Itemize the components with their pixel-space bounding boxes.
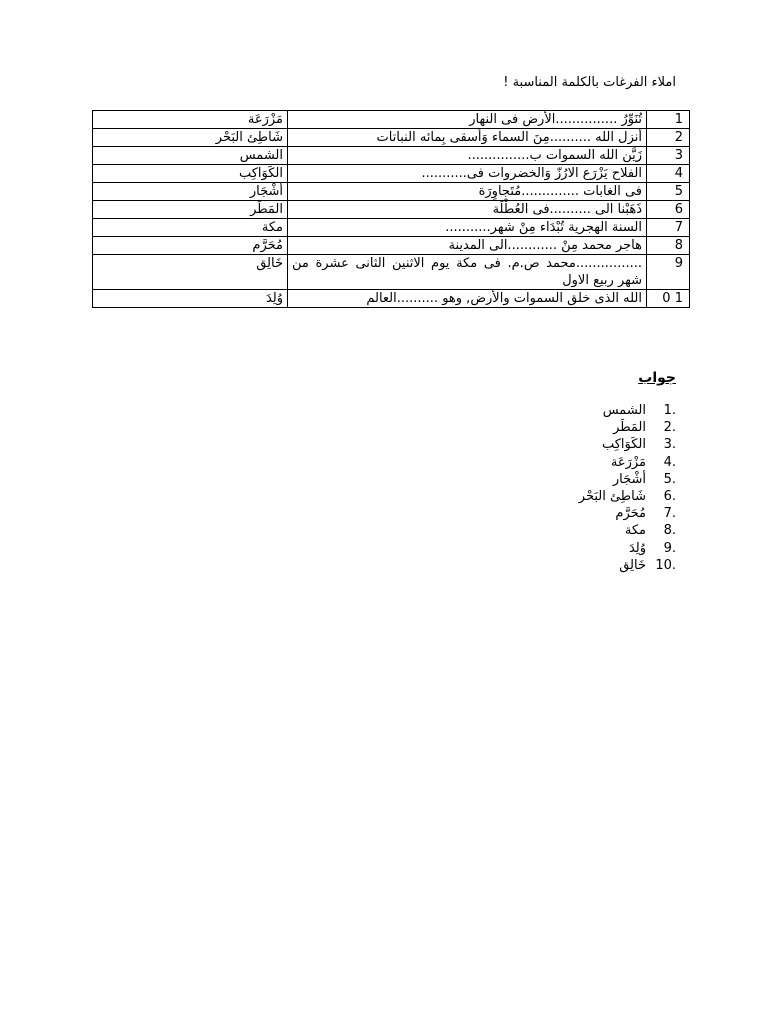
table-row [93, 129, 690, 147]
row-sentence: الله الذى خلق السموات والأرض, وهو ..........العالم [288, 290, 647, 308]
row-sentence: أنزل الله ..........مِنَ السماء وَأسقى بِمائه النباتات [288, 129, 647, 147]
row-word-option: الشمس [93, 147, 288, 165]
list-item [579, 505, 676, 522]
answer-word: مكة [624, 523, 646, 539]
answer-number: 1. [663, 403, 676, 418]
row-number: 1 0 [647, 290, 690, 308]
row-sentence: ................محمد ص.م. فى مكة يوم الاثنين الثانى عشرة من شهر ربيع الاول [288, 255, 647, 290]
row-number: 1 [647, 111, 690, 129]
table-row [93, 219, 690, 237]
answer-word: شَاطِئ البَحْر [578, 489, 646, 505]
row-word-option: المَطَر [93, 201, 288, 219]
row-number: 2 [647, 129, 690, 147]
row-number: 6 [647, 201, 690, 219]
row-word-option: شَاطِئ البَحْر [93, 129, 288, 147]
row-word-option: أشْجَار [93, 183, 288, 201]
table-row [93, 237, 690, 255]
answer-number: 9. [663, 540, 676, 556]
row-number: 4 [647, 165, 690, 183]
table-row [93, 183, 690, 201]
row-sentence: فى الغابات ..............مُتَجاوِرَة [288, 183, 647, 201]
answer-word: أشْجَار [612, 471, 646, 487]
exercise-instruction: املاء الفرغات بالكلمة المناسبة ! [503, 75, 676, 90]
answer-number: 2. [663, 420, 676, 436]
row-number: 8 [647, 237, 690, 255]
answer-number: 7. [663, 506, 676, 522]
row-word-option: مَزْرَعَة [93, 111, 288, 129]
answer-number: 6. [663, 489, 676, 505]
answer-number: 10. [655, 557, 676, 573]
list-item [579, 419, 676, 436]
list-item [579, 454, 676, 471]
answer-word: خَالِق [619, 557, 646, 573]
list-item [579, 557, 676, 574]
row-word-option: وُلِدَ [93, 290, 288, 308]
answer-number: 8. [663, 523, 676, 539]
table-row [93, 255, 690, 290]
row-sentence: السنة الهجرية تُبْدَاء مِنْ شهر........... [288, 219, 647, 237]
row-sentence: ذَهَبْنا الى ..........فى العُطْلَة [288, 201, 647, 219]
answer-word: الكَوَاكِب [601, 437, 646, 453]
row-number: 9 [647, 255, 690, 290]
row-word-option: مُحَرَّم [93, 237, 288, 255]
row-number: 7 [647, 219, 690, 237]
answers-heading: جواب [638, 370, 676, 386]
row-word-option: الكَوَاكِب [93, 165, 288, 183]
row-sentence: تُنَوِّرُ ...............الأرض فى النهار [288, 111, 647, 129]
list-item [579, 488, 676, 505]
row-number: 5 [647, 183, 690, 201]
row-word-option: مكة [93, 219, 288, 237]
list-item [579, 522, 676, 539]
list-item [579, 540, 676, 557]
answer-word: الشمس [602, 403, 646, 418]
answer-word: مُحَرَّم [615, 506, 646, 522]
row-sentence: هاجر محمد مِنْ ............الى المدينة [288, 237, 647, 255]
list-item [579, 402, 676, 419]
row-word-option: خَالِق [93, 255, 288, 290]
answer-number: 3. [663, 437, 676, 453]
table-row [93, 290, 690, 308]
table-row [93, 201, 690, 219]
exercise-table [92, 110, 690, 308]
row-sentence: زَيَّن الله السموات ب............... [288, 147, 647, 165]
table-row [93, 111, 690, 129]
answer-number: 5. [663, 471, 676, 487]
table-row [93, 165, 690, 183]
answer-word: المَطَر [613, 420, 646, 436]
table-row [93, 147, 690, 165]
row-sentence: الفلاح يَزْرَع الارُزّ وَالخضروات فى........... [288, 165, 647, 183]
list-item [579, 471, 676, 488]
answer-word: مَزْرَعَة [610, 454, 646, 470]
row-number: 3 [647, 147, 690, 165]
answer-number: 4. [663, 454, 676, 470]
answer-list [579, 402, 676, 574]
list-item [579, 436, 676, 453]
answer-word: وُلِدَ [628, 540, 646, 556]
